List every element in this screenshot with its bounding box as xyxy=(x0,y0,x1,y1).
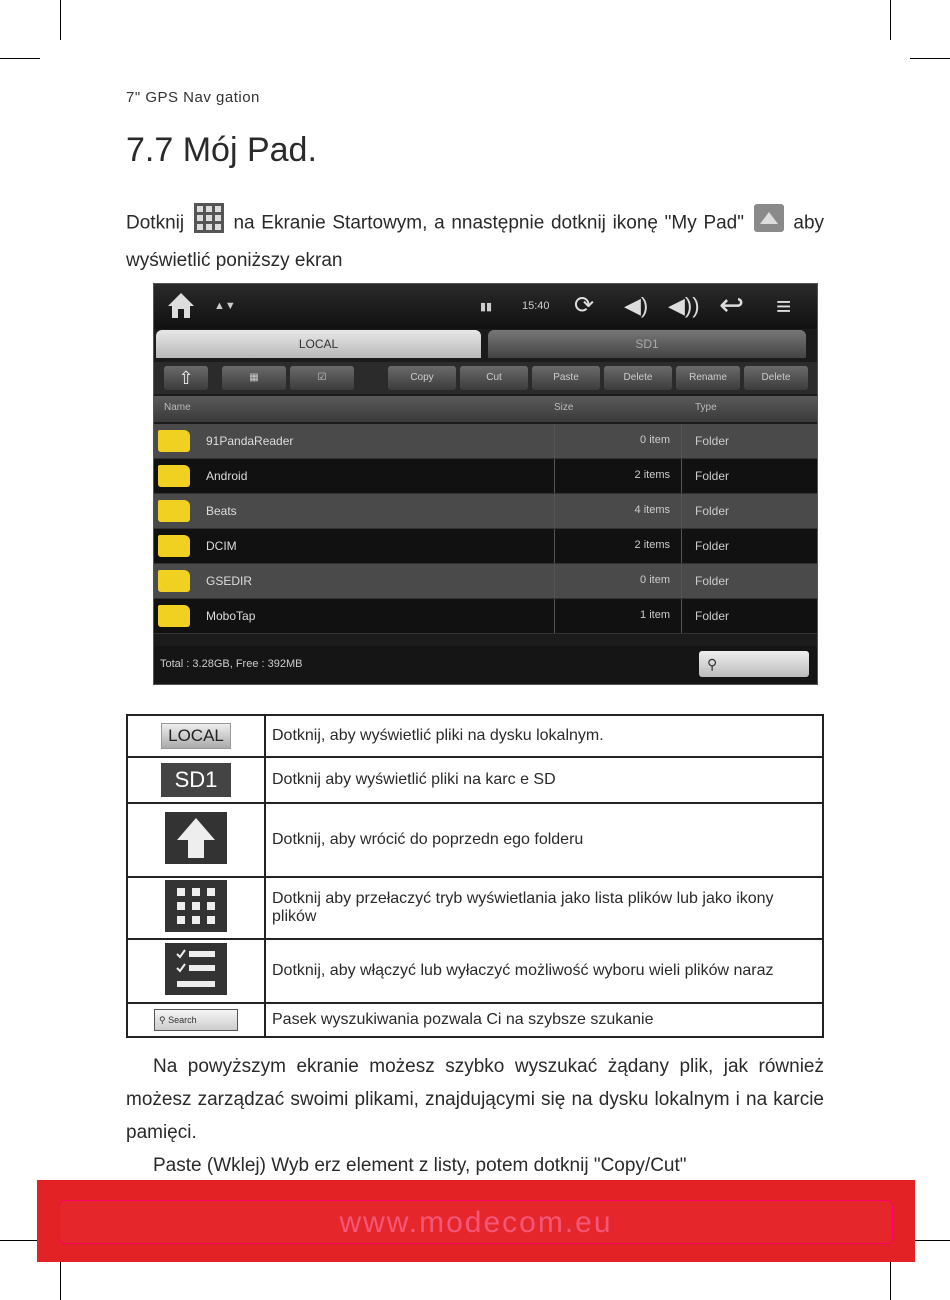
item-count: 1 item xyxy=(640,609,670,621)
item-count: 0 item xyxy=(640,434,670,446)
sd1-tab-icon: SD1 xyxy=(161,763,231,797)
up-folder-button[interactable]: ⇧ xyxy=(164,366,208,390)
folder-icon xyxy=(158,570,190,592)
col-size[interactable]: Size xyxy=(554,402,574,413)
crop-mark xyxy=(0,1240,40,1241)
notification-icon: ▲▼ xyxy=(214,300,236,312)
folder-icon xyxy=(158,500,190,522)
footer-website: www.modecom.eu xyxy=(339,1206,613,1239)
delete-button[interactable]: Delete xyxy=(604,366,672,390)
section-title: 7.7 Mój Pad. xyxy=(126,131,317,169)
file-name: DCIM xyxy=(206,539,237,553)
crop-mark xyxy=(910,1240,950,1241)
table-row xyxy=(127,803,823,877)
divider xyxy=(681,494,682,528)
storage-footer xyxy=(154,646,817,684)
file-manager-screen xyxy=(153,283,818,685)
search-input[interactable] xyxy=(699,651,809,677)
search-bar-label: Search xyxy=(168,1015,197,1025)
refresh-icon[interactable]: ⟳ xyxy=(574,292,595,319)
status-time: 15:40 xyxy=(522,300,550,312)
divider xyxy=(681,459,682,493)
col-type[interactable]: Type xyxy=(695,402,717,413)
legend-text: Dotknij, aby włączyć lub wyłaczyć możliwość wyboru wieli plików naraz xyxy=(265,939,823,1003)
mypad-icon xyxy=(754,204,784,243)
divider xyxy=(681,529,682,563)
view-toggle-button[interactable]: ▦ xyxy=(222,366,286,390)
folder-icon xyxy=(158,605,190,627)
legend-icon-cell xyxy=(127,715,265,757)
list-item[interactable] xyxy=(154,424,817,459)
body-paragraph-paste: Paste (Wklej) Wyb erz element z listy, potem dotknij "Copy/Cut" xyxy=(153,1155,687,1176)
folder-icon xyxy=(158,465,190,487)
file-name: MoboTap xyxy=(206,609,256,623)
col-name[interactable]: Name xyxy=(164,402,191,413)
rename-button[interactable]: Rename xyxy=(676,366,740,390)
crop-mark xyxy=(890,0,891,40)
table-row xyxy=(127,757,823,803)
table-row xyxy=(127,1003,823,1037)
crop-mark xyxy=(0,58,40,59)
file-type: Folder xyxy=(695,504,730,518)
legend-text: Pasek wyszukiwania pozwala Ci na szybsze szukanie xyxy=(265,1003,823,1037)
column-header xyxy=(154,396,817,422)
apps-grid-icon xyxy=(194,203,224,244)
list-item[interactable] xyxy=(154,459,817,494)
file-type: Folder xyxy=(695,574,730,588)
file-type: Folder xyxy=(695,609,730,623)
crop-mark xyxy=(60,1262,61,1300)
storage-total: Total : 3.28GB, Free : 392MB xyxy=(160,658,303,670)
up-arrow-icon xyxy=(165,812,227,864)
legend-icon-cell xyxy=(127,877,265,939)
search-icon: ⚲ xyxy=(707,656,718,672)
legend-text: Dotknij, aby wrócić do poprzedn ego folderu xyxy=(265,803,823,877)
crop-mark xyxy=(910,58,950,59)
file-list xyxy=(154,424,817,634)
item-count: 4 items xyxy=(634,504,670,516)
divider xyxy=(681,424,682,458)
body-paragraph: Na powyższym ekranie możesz szybko wyszukać żądany plik, jak również możesz zarządzać swoimi plikami, znajdującymi się na dysku lokalnym i na karcie pamięci. xyxy=(126,1056,824,1143)
multiselect-button[interactable]: ☑ xyxy=(290,366,354,390)
folder-icon xyxy=(158,535,190,557)
cut-button[interactable]: Cut xyxy=(460,366,528,390)
list-item[interactable] xyxy=(154,494,817,529)
list-item[interactable] xyxy=(154,564,817,599)
running-header: 7" GPS Nav gation xyxy=(126,89,260,106)
item-count: 2 items xyxy=(634,469,670,481)
file-type: Folder xyxy=(695,539,730,553)
item-count: 0 item xyxy=(640,574,670,586)
grid-icon xyxy=(165,880,227,932)
icon-legend-table xyxy=(126,714,824,1038)
storage-tabs xyxy=(156,330,814,360)
tab-local[interactable]: LOCAL xyxy=(156,330,481,358)
legend-icon-cell xyxy=(127,939,265,1003)
legend-text: Dotknij, aby wyświetlić pliki na dysku lokalnym. xyxy=(265,715,823,757)
table-row xyxy=(127,939,823,1003)
file-type: Folder xyxy=(695,434,730,448)
file-toolbar xyxy=(154,362,817,394)
legend-icon-cell xyxy=(127,757,265,803)
delete-button-2[interactable]: Delete xyxy=(744,366,808,390)
file-name: Android xyxy=(206,469,248,483)
local-tab-icon: LOCAL xyxy=(161,723,231,749)
legend-text: Dotknij aby wyświetlić pliki na karc e SD xyxy=(265,757,823,803)
divider xyxy=(681,599,682,633)
footer-banner xyxy=(37,1180,915,1262)
checklist-icon xyxy=(165,943,227,995)
folder-icon xyxy=(158,430,190,452)
status-bar xyxy=(154,284,817,329)
file-type: Folder xyxy=(695,469,730,483)
intro-part3: aby wyświetlić poniższy ekran xyxy=(126,212,825,271)
tab-sd1[interactable]: SD1 xyxy=(488,330,806,358)
list-item[interactable] xyxy=(154,599,817,634)
file-name: GSEDIR xyxy=(206,574,253,588)
intro-part2: na Ekranie Startowym, a nnastępnie dotknij ikonę "My Pad" xyxy=(233,212,744,234)
legend-icon-cell xyxy=(127,803,265,877)
file-name: 91PandaReader xyxy=(206,434,294,448)
signal-icon: ▮▮ xyxy=(480,301,493,313)
search-bar-icon: ⚲ Search xyxy=(154,1009,238,1031)
menu-icon[interactable]: ≡ xyxy=(776,291,792,321)
divider xyxy=(681,564,682,598)
crop-mark xyxy=(60,0,61,40)
volume-up-icon[interactable]: ◀)) xyxy=(668,293,700,318)
home-icon[interactable] xyxy=(164,288,198,331)
file-name: Beats xyxy=(206,504,237,518)
volume-down-icon[interactable]: ◀) xyxy=(624,293,649,318)
back-icon[interactable]: ↩ xyxy=(719,289,745,322)
intro-part1: Dotknij xyxy=(126,212,185,234)
table-row xyxy=(127,715,823,757)
table-row xyxy=(127,877,823,939)
copy-button[interactable]: Copy xyxy=(388,366,456,390)
item-count: 2 items xyxy=(634,539,670,551)
paste-button[interactable]: Paste xyxy=(532,366,600,390)
list-item[interactable] xyxy=(154,529,817,564)
legend-icon-cell xyxy=(127,1003,265,1037)
crop-mark xyxy=(890,1262,891,1300)
intro-paragraph xyxy=(126,203,824,277)
legend-text: Dotknij aby przełaczyć tryb wyświetlania jako lista plików lub jako ikony plików xyxy=(265,877,823,939)
